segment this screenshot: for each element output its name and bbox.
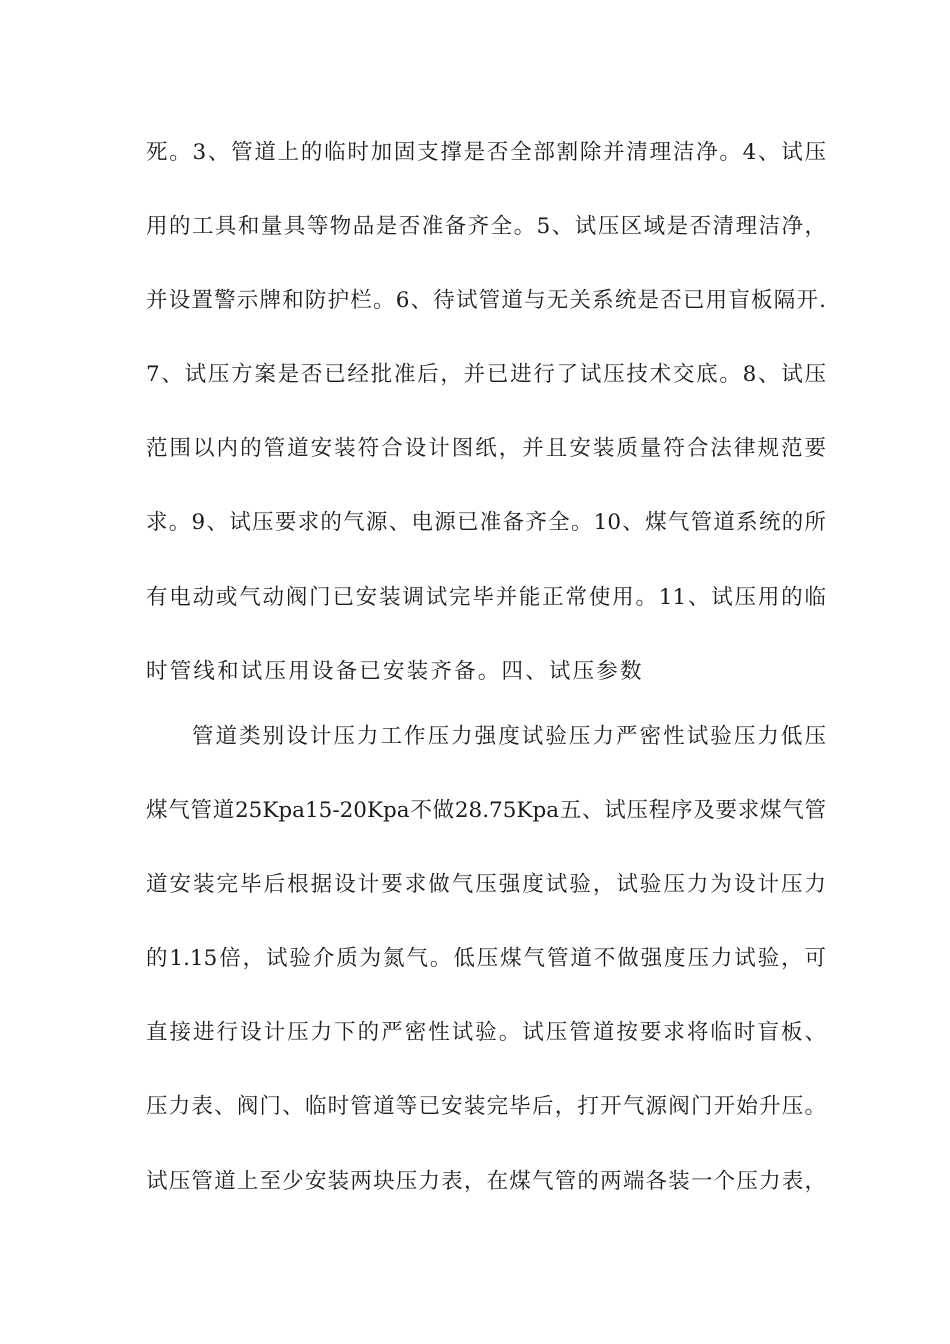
paragraph-line: 煤气管道25Kpa15-20Kpa不做28.75Kpa五、试压程序及要求煤气管 — [146, 798, 826, 823]
paragraph-line-indented: 管道类别设计压力工作压力强度试验压力严密性试验压力低压 — [192, 724, 826, 749]
paragraph-line: 的1.15倍，试验介质为氮气。低压煤气管道不做强度压力试验，可 — [146, 946, 826, 971]
paragraph-line: 直接进行设计压力下的严密性试验。试压管道按要求将临时盲板、 — [146, 1020, 826, 1045]
paragraph-line-last: 时管线和试压用设备已安装齐备。四、试压参数 — [146, 659, 644, 684]
paragraph-line: 死。3、管道上的临时加固支撑是否全部割除并清理洁净。4、试压 — [146, 140, 826, 165]
paragraph-line: 压力表、阀门、临时管道等已安装完毕后，打开气源阀门开始升压。 — [146, 1094, 826, 1119]
paragraph-line: 有电动或气动阀门已安装调试完毕并能正常使用。11、试压用的临 — [146, 585, 826, 610]
paragraph-line: 并设置警示牌和防护栏。6、待试管道与无关系统是否已用盲板隔开. — [146, 288, 826, 313]
paragraph-line: 求。9、试压要求的气源、电源已准备齐全。10、煤气管道系统的所 — [146, 510, 826, 535]
paragraph-line: 试压管道上至少安装两块压力表，在煤气管的两端各装一个压力表， — [146, 1169, 826, 1194]
paragraph-line: 范围以内的管道安装符合设计图纸，并且安装质量符合法律规范要 — [146, 436, 826, 461]
paragraph-line: 用的工具和量具等物品是否准备齐全。5、试压区域是否清理洁净， — [146, 214, 826, 239]
paragraph-line: 道安装完毕后根据设计要求做气压强度试验，试验压力为设计压力 — [146, 872, 826, 897]
paragraph-line: 7、试压方案是否已经批准后，并已进行了试压技术交底。8、试压 — [146, 362, 826, 387]
